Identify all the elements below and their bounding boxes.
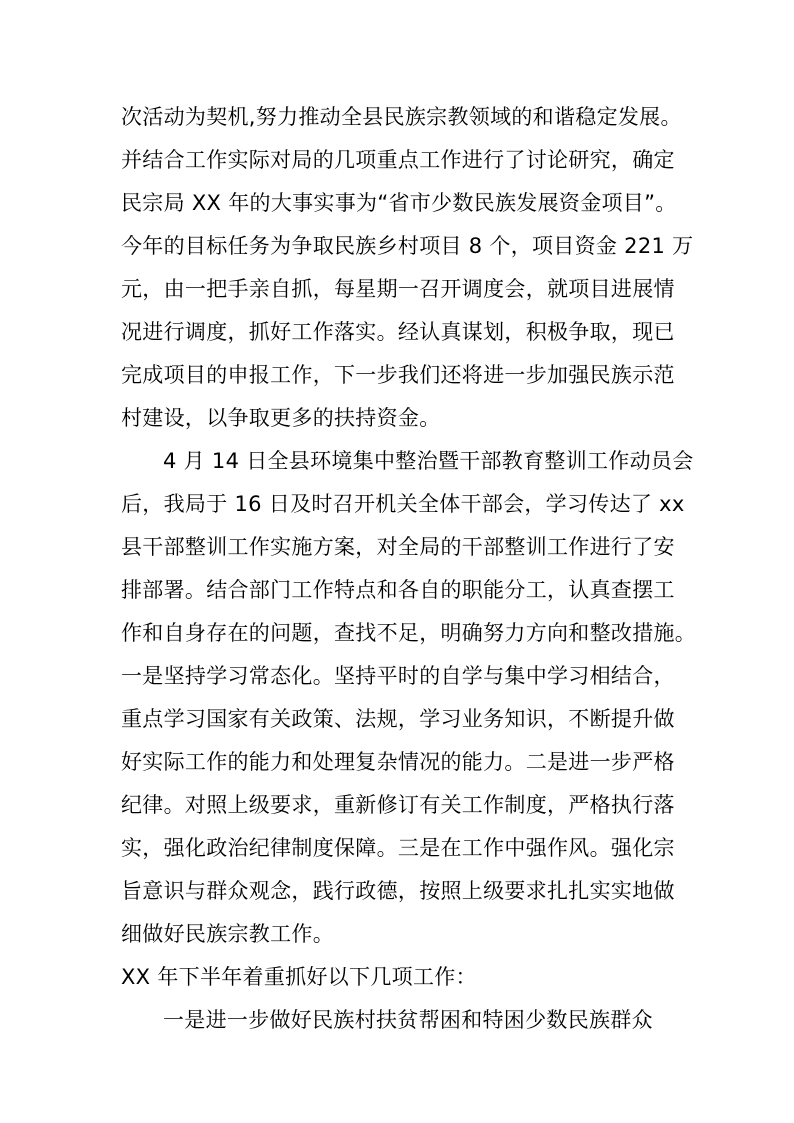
text-line: 况进行调度，抓好工作落实。经认真谋划，积极争取，现已 bbox=[121, 320, 675, 344]
text-line: XX 年下半年着重抓好以下几项工作： bbox=[121, 965, 477, 989]
text-line: 好实际工作的能力和处理复杂情况的能力。二是进一步严格 bbox=[121, 750, 675, 774]
text-line: 纪律。对照上级要求，重新修订有关工作制度，严格执行落 bbox=[121, 793, 675, 817]
text-line: 次活动为契机,努力推动全县民族宗教领域的和谐稳定发展。 bbox=[121, 105, 682, 129]
text-line: 4 月 14 日全县环境集中整治暨干部教育整训工作动员会 bbox=[163, 449, 694, 473]
text-line: 一是进一步做好民族村扶贫帮困和特困少数民族群众 bbox=[163, 1008, 653, 1032]
text-line: 民宗局 XX 年的大事实事为“省市少数民族发展资金项目”。 bbox=[121, 191, 677, 215]
text-line: 完成项目的申报工作，下一步我们还将进一步加强民族示范 bbox=[121, 363, 675, 387]
text-line: 旨意识与群众观念，践行政德，按照上级要求扎扎实实地做 bbox=[121, 879, 675, 903]
text-line: 后，我局于 16 日及时召开机关全体干部会，学习传达了 xx bbox=[121, 492, 685, 516]
text-line: 作和自身存在的问题，查找不足，明确努力方向和整改措施。 bbox=[121, 621, 697, 645]
text-line: 元，由一把手亲自抓，每星期一召开调度会，就项目进展情 bbox=[121, 277, 675, 301]
text-line: 细做好民族宗教工作。 bbox=[121, 922, 334, 946]
text-line: 一是坚持学习常态化。坚持平时的自学与集中学习相结合， bbox=[121, 664, 675, 688]
text-line: 村建设，以争取更多的扶持资金。 bbox=[121, 406, 441, 430]
text-line: 实，强化政治纪律制度保障。三是在工作中强作风。强化宗 bbox=[121, 836, 675, 860]
text-line: 县干部整训工作实施方案，对全局的干部整训工作进行了安 bbox=[121, 535, 675, 559]
text-line: 重点学习国家有关政策、法规，学习业务知识，不断提升做 bbox=[121, 707, 675, 731]
text-line: 今年的目标任务为争取民族乡村项目 8 个，项目资金 221 万 bbox=[121, 234, 694, 258]
text-line: 并结合工作实际对局的几项重点工作进行了讨论研究，确定 bbox=[121, 148, 675, 172]
text-line: 排部署。结合部门工作特点和各自的职能分工，认真查摆工 bbox=[121, 578, 675, 602]
